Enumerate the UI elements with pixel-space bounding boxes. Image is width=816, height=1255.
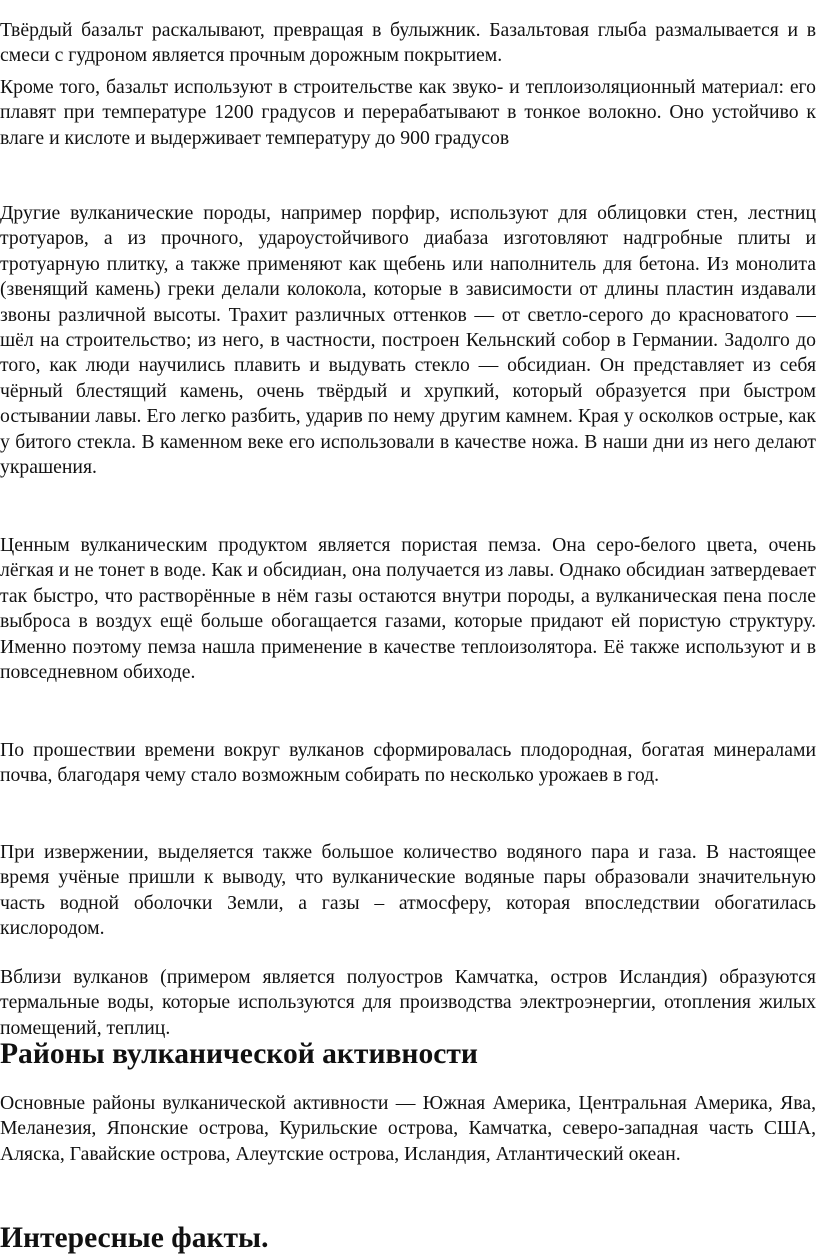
paragraph-pumice: Ценным вулканическим продуктом является пористая пемза. Она серо-белого цвета, очень лёгкая и не тонет в воде. Как и обсидиан, она получается из лавы. Однако обсидиан затвердевает так быстро, что растворённые в нём газы остаются внутри породы, а вулканическая пена после выброса в воздух ещё больше обогащается газами, которые придают ей пористую структуру. Именно поэтому пемза нашла применение в качестве теплоизолятора. Её также используют и в повседневном обиходе. xyxy=(0,534,816,684)
paragraph-volcanic-regions: Основные районы вулканической активности — Южная Америка, Центральная Америка, Ява, Меланезия, Японские острова, Курильские острова, Камчатка, северо-западная часть США, Аляска, Гавайские острова, Алеутские острова, Исландия, Атлантический океан. xyxy=(0,1092,816,1165)
heading-interesting-facts: Интересные факты. xyxy=(0,1222,269,1254)
paragraph-fertile-soil: По прошествии времени вокруг вулканов сформировалась плодородная, богатая минералами почва, благодаря чему стало возможным собирать по несколько урожаев в год. xyxy=(0,739,816,787)
paragraph-volcanic-rocks: Другие вулканические породы, например порфир, используют для облицовки стен, лестниц тротуаров, а из прочного, удароустойчивого диабаза изготовляют надгробные плиты и тротуарную плитку, а также применяют как щебень или наполнитель для бетона. Из монолита (звенящий камень) греки делали колокола, которые в зависимости от длины пластин издавали звоны различной высоты. Трахит различных оттенков — от светло-серого до красноватого — шёл на строительство; из него, в частности, построен Кельнский собор в Германии. Задолго до того, как люди научились плавить и выдувать стекло — обсидиан. Он представляет из себя чёрный блестящий камень, очень твёрдый и хрупкий, который образуется при быстром остывании лавы. Его легко разбить, ударив по нему другим камнем. Края у осколков острые, как у битого стекла. В каменном веке его использовали в качестве ножа. В наши дни из него делают украшения. xyxy=(0,202,816,479)
paragraph-basalt-insulation: Кроме того, базальт используют в строительстве как звуко- и теплоизоляционный материал: его плавят при температуре 1200 градусов и перерабатывают в тонкое волокно. Оно устойчиво к влаге и кислоте и выдерживает температуру до 900 градусов xyxy=(0,76,816,149)
paragraph-water-vapor: При извержении, выделяется также большое количество водяного пара и газа. В настоящее время учёные пришли к выводу, что вулканические водяные пары образовали значительную часть водной оболочки Земли, а газы – атмосферу, которая впоследствии обогатилась кислородом. xyxy=(0,841,816,940)
paragraph-basalt-road: Твёрдый базальт раскалывают, превращая в булыжник. Базальтовая глыба размалывается и в смеси с гудроном является прочным дорожным покрытием. xyxy=(0,19,816,67)
heading-volcanic-regions: Районы вулканической активности xyxy=(0,1038,478,1070)
paragraph-thermal-waters: Вблизи вулканов (примером является полуостров Камчатка, остров Исландия) образуются термальные воды, которые используются для производства электроэнергии, отопления жилых помещений, теплиц. xyxy=(0,966,816,1039)
